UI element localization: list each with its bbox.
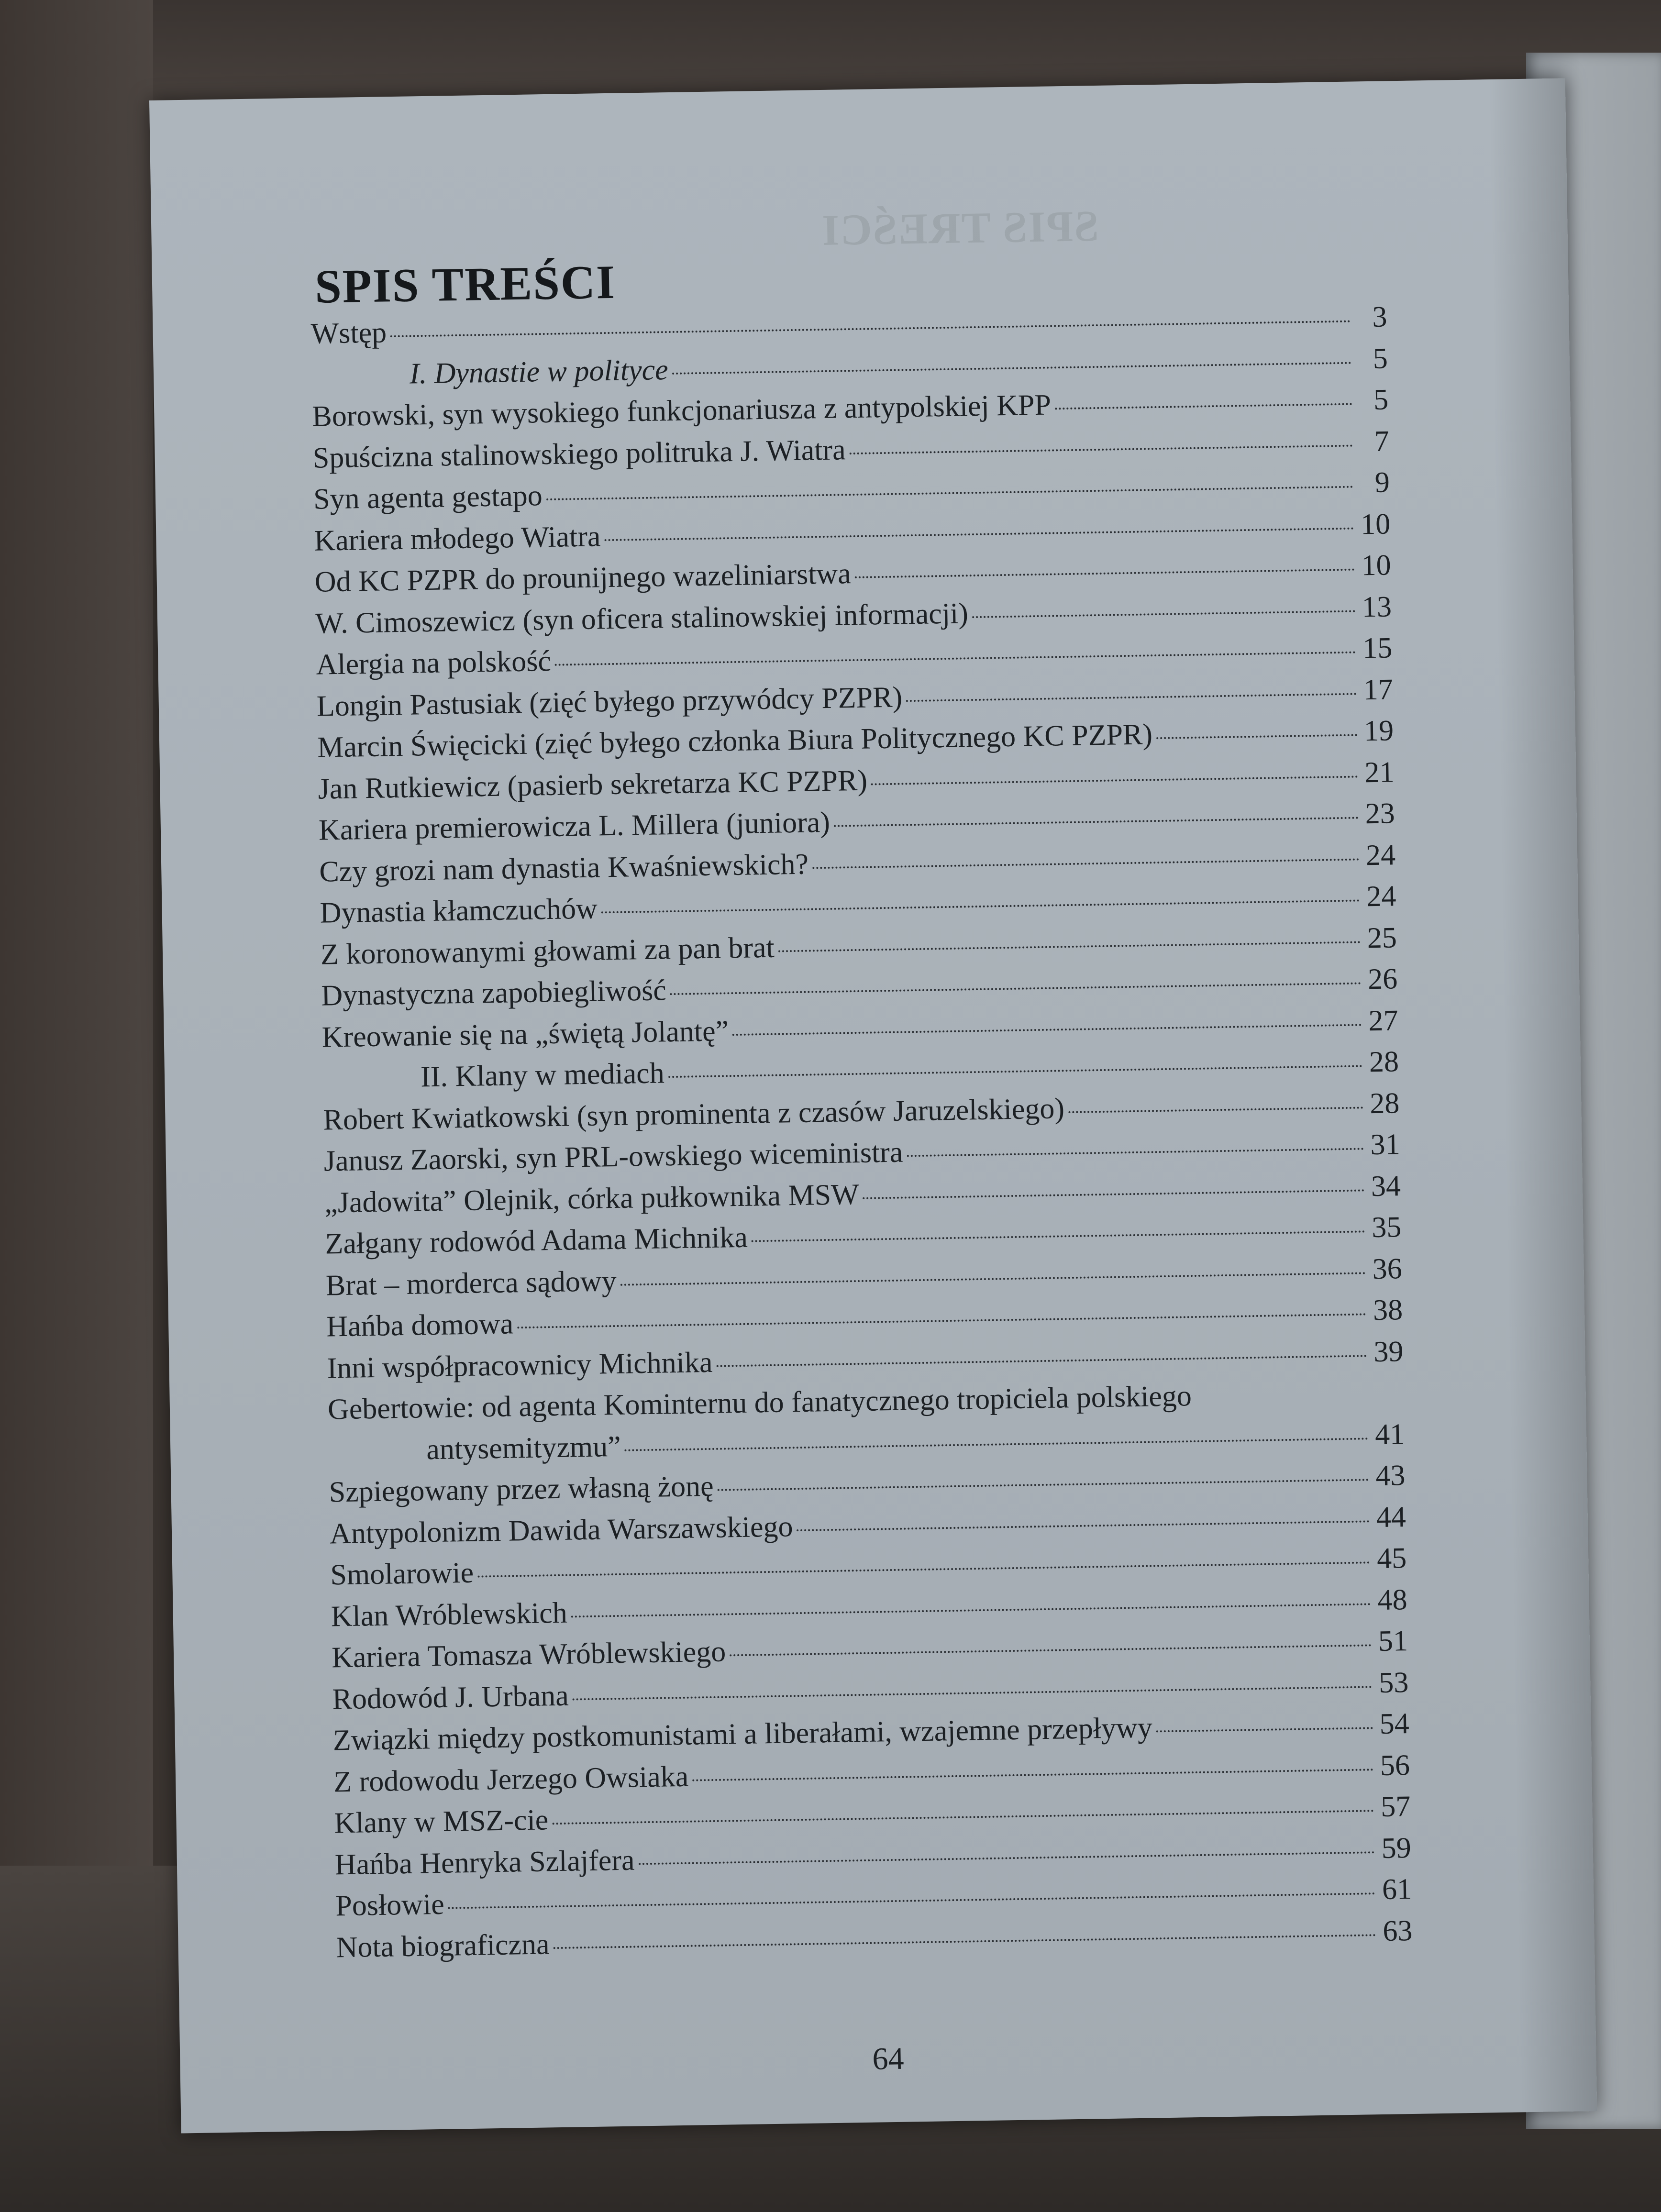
toc-entry-page: 21 — [1364, 755, 1395, 789]
toc-dot-leader — [906, 693, 1357, 702]
toc-entry-title: Posłowie — [335, 1888, 445, 1923]
toc-entry-page: 43 — [1375, 1459, 1406, 1493]
toc-entry-title: Związki między postkomunistami a liberałami, wzajemne przepływy — [332, 1711, 1153, 1757]
toc-dot-leader — [1055, 403, 1352, 410]
toc-entry-title: I. Dynastie w polityce — [409, 353, 669, 390]
toc-dot-leader — [672, 362, 1351, 374]
toc-entry-title: Jan Rutkiewicz (pasierb sekretarza KC PZPR) — [318, 764, 868, 806]
toc-entry-title: Klany w MSZ-cie — [334, 1803, 549, 1840]
toc-entry-page: 51 — [1378, 1625, 1408, 1658]
toc-dot-leader — [625, 1438, 1369, 1451]
toc-entry-page: 5 — [1373, 342, 1388, 375]
toc-dot-leader — [477, 1561, 1370, 1577]
toc-entry-page: 25 — [1367, 921, 1397, 954]
toc-entry-title: Załgany rodowód Adama Michnika — [325, 1221, 748, 1261]
toc-entry-title: Borowski, syn wysokiego funkcjonariusza z antypolskiej KPP — [311, 388, 1052, 433]
toc-dot-leader — [716, 1355, 1367, 1367]
toc-entry-title: Dynastia kłamczuchów — [320, 892, 598, 929]
toc-entry-page: 45 — [1376, 1542, 1407, 1575]
toc-entry-page: 27 — [1368, 1004, 1399, 1037]
toc-dot-leader — [670, 982, 1362, 995]
toc-dot-leader — [1156, 734, 1357, 740]
toc-dot-leader — [620, 1272, 1366, 1285]
toc-entry-title: Kariera premierowicza L. Millera (juniora) — [318, 806, 830, 847]
toc-entry-page: 10 — [1361, 549, 1392, 582]
toc-entry-page: 44 — [1376, 1500, 1406, 1534]
toc-entry-page: 39 — [1373, 1335, 1404, 1368]
toc-entry-page: 28 — [1369, 1086, 1400, 1120]
toc-entry-page: 17 — [1363, 673, 1394, 706]
toc-entry-title: W. Cimoszewicz (syn oficera stalinowskiej informacji) — [315, 597, 969, 640]
toc-entry-page: 7 — [1373, 424, 1390, 458]
toc-entry-page: 41 — [1374, 1417, 1405, 1451]
toc-dot-leader — [1068, 1106, 1363, 1113]
toc-entry-page: 5 — [1373, 383, 1389, 416]
toc-entry-title: Longin Pastusiak (zięć byłego przywódcy PZPR) — [316, 680, 903, 723]
toc-entry-title: Rodowód J. Urbana — [332, 1679, 569, 1715]
toc-entry-title: Hańba domowa — [326, 1307, 514, 1343]
toc-entry-title: Robert Kwiatkowski (syn prominenta z czasów Jaruzelskiego) — [322, 1092, 1065, 1137]
toc-entry-page: 36 — [1372, 1252, 1403, 1285]
toc-entry-page: 28 — [1369, 1045, 1399, 1079]
toc-dot-leader — [639, 1851, 1375, 1865]
toc-dot-leader — [571, 1603, 1371, 1617]
toc-entry-title: Z rodowodu Jerzego Owsiaka — [333, 1760, 689, 1798]
toc-dot-leader — [555, 652, 1356, 666]
toc-entry-title: Czy grozi nam dynastia Kwaśniewskich? — [319, 848, 809, 888]
toc-entry-page: 3 — [1372, 300, 1387, 333]
toc-dot-leader — [1156, 1727, 1373, 1732]
page-title: SPIS TREŚCI — [314, 255, 616, 313]
toc-entry-title: Z koronowanymi głowami za pan brat — [320, 931, 775, 971]
toc-entry-title: Kariera Tomasza Wróblewskiego — [331, 1635, 726, 1674]
toc-entry-page: 57 — [1380, 1790, 1411, 1823]
toc-entry-page: 19 — [1363, 714, 1394, 748]
toc-entry-page: 24 — [1365, 838, 1396, 872]
toc-dot-leader — [546, 486, 1353, 501]
toc-entry-page: 23 — [1365, 797, 1395, 830]
toc-entry-page: 59 — [1381, 1831, 1412, 1865]
toc-entry-page: 56 — [1380, 1748, 1410, 1782]
toc-entry-page: 9 — [1374, 466, 1390, 499]
toc-dot-leader — [797, 1520, 1370, 1531]
toc-entry-title: Spuścizna stalinowskiego politruka J. Wiatra — [312, 433, 846, 475]
toc-dot-leader — [730, 1644, 1372, 1656]
toc-dot-leader — [601, 899, 1360, 913]
toc-entry-page: 15 — [1362, 631, 1393, 665]
toc-dot-leader — [778, 941, 1361, 952]
toc-entry-title: „Jadowita” Olejnik, córka pułkownika MSW — [324, 1178, 860, 1219]
toc-entry-title: antysemityzmu” — [426, 1430, 621, 1466]
toc-dot-leader — [871, 775, 1358, 785]
book-page — [149, 78, 1597, 2134]
toc-entry-page: 13 — [1362, 590, 1392, 623]
toc-entry-page: 35 — [1371, 1211, 1402, 1244]
table-of-contents — [310, 296, 1413, 1968]
toc-dot-leader — [863, 1189, 1364, 1199]
toc-entry-title: Antypolonizm Dawida Warszawskiego — [329, 1510, 793, 1550]
toc-dot-leader — [834, 817, 1359, 827]
toc-dot-leader — [972, 610, 1355, 618]
toc-dot-leader — [517, 1313, 1366, 1328]
toc-dot-leader — [850, 444, 1353, 454]
toc-entry-title: Kariera młodego Wiatra — [313, 520, 601, 557]
toc-entry-title: Nota biograficzna — [336, 1927, 550, 1964]
toc-entry-title: Wstęp — [310, 316, 387, 350]
toc-dot-leader — [718, 1479, 1369, 1491]
toc-entry-title: Brat – morderca sądowy — [325, 1264, 617, 1302]
toc-entry-title: Alergia na polskość — [316, 644, 552, 681]
toc-dot-leader — [573, 1686, 1373, 1700]
toc-dot-leader — [552, 1810, 1374, 1825]
toc-dot-leader — [448, 1892, 1375, 1909]
toc-entry-title: II. Klany w mediach — [420, 1057, 665, 1094]
toc-dot-leader — [692, 1769, 1373, 1781]
toc-entry-page: 61 — [1382, 1873, 1412, 1906]
toc-entry-page: 63 — [1382, 1914, 1413, 1947]
toc-entry-page: 24 — [1366, 880, 1396, 913]
toc-entry-page: 26 — [1367, 962, 1398, 996]
toc-entry-title: Syn agenta gestapo — [313, 479, 543, 516]
toc-dot-leader — [732, 1024, 1362, 1036]
toc-entry-title: Inni współpracownicy Michnika — [327, 1346, 713, 1384]
toc-entry-title: Dynastyczna zapobiegliwość — [321, 974, 667, 1012]
toc-entry-page: 31 — [1370, 1128, 1401, 1161]
bleed-through-title: SPIS TREŚCI — [820, 201, 1099, 254]
toc-entry-title: Marcin Święcicki (zięć byłego członka Biura Politycznego KC PZPR) — [317, 718, 1153, 764]
toc-dot-leader — [390, 321, 1351, 338]
toc-entry-title: Kreowanie się na „świętą Jolantę” — [321, 1014, 729, 1054]
toc-entry-page: 48 — [1377, 1583, 1408, 1616]
toc-entry-title: Smolarowie — [330, 1556, 474, 1592]
toc-dot-leader — [812, 858, 1359, 869]
toc-entry-title: Klan Wróblewskich — [331, 1596, 568, 1633]
toc-entry-page: 54 — [1379, 1707, 1410, 1741]
toc-dot-leader — [554, 1934, 1376, 1949]
toc-entry-title: Gebertowie: od agenta Kominternu do fanatycznego tropiciela polskiego — [327, 1380, 1192, 1426]
toc-entry-title: Hańba Henryka Szlajfera — [334, 1844, 635, 1881]
toc-entry-page: 34 — [1371, 1169, 1401, 1203]
toc-entry-title: Od KC PZPR do prounijnego wazeliniarstwa — [314, 557, 852, 598]
toc-dot-leader — [668, 1065, 1362, 1078]
toc-dot-leader — [752, 1230, 1365, 1242]
toc-entry-title: Janusz Zaorski, syn PRL-owskiego wiceministra — [323, 1136, 903, 1178]
toc-entry-page: 38 — [1373, 1294, 1403, 1327]
page-number: 64 — [872, 2041, 905, 2077]
toc-entry-title: Szpiegowany przez własną żonę — [329, 1470, 714, 1509]
toc-entry-page: 53 — [1378, 1666, 1409, 1699]
toc-dot-leader — [604, 527, 1354, 541]
toc-dot-leader — [855, 569, 1355, 578]
toc-entry-page: 10 — [1360, 507, 1391, 541]
toc-dot-leader — [907, 1148, 1363, 1157]
